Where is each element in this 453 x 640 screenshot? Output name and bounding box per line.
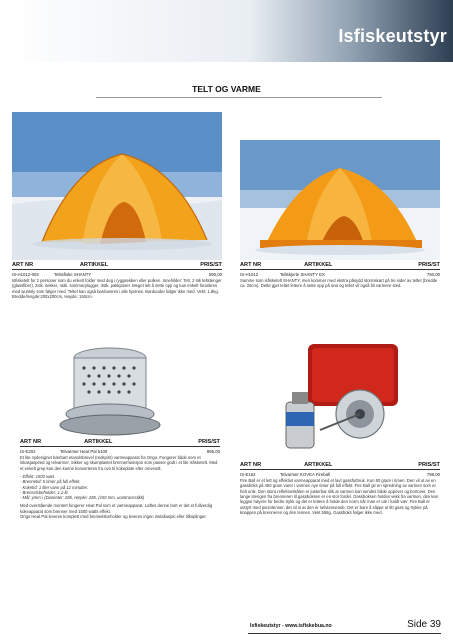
product-row — [20, 449, 220, 454]
col-artikkel: ARTIKKEL — [304, 462, 333, 468]
col-art-nr: ART NR — [240, 462, 262, 468]
product-price: 590,00 — [208, 271, 222, 277]
section-title: TELT OG VARME — [192, 84, 261, 94]
product-row — [240, 472, 440, 477]
section-divider — [96, 97, 382, 98]
art-nr: IS-E202 — [20, 448, 36, 454]
table-header — [20, 440, 220, 447]
footer-site: Isfiskeutstyr - www.isfiskebua.no — [250, 623, 332, 629]
product-price: 750,00 — [426, 271, 440, 277]
table-header — [240, 263, 440, 270]
kovea-fireball-photo — [250, 340, 420, 458]
col-pris: PRIS/ST — [418, 262, 440, 268]
product-description: Et lite nydesignet bærbart etanolsbrevel (redspirit) varmeapparat fra Origo. Fungerer både som et lokasjaspeed og telvarmer. Sikker og skumplastet brennerfunksjon som passer godt i et lite isfisketelt. Med et enkelt grep kan den kunne konverteres fra ovn til kokeplate eller omvendt. — [20, 455, 218, 471]
art-nr: IS-H1012-002 — [12, 271, 39, 277]
product-row — [240, 272, 440, 277]
product-price: 798,00 — [426, 471, 440, 477]
art-nr: IS-H1012 — [240, 271, 259, 277]
product-description: Samme som isfisketelt SHANTY, men kommer med ekstra påsydd stormskørt på tre sider av teltet (bredde ca. 25cm). Dette gjør teltet lettere å sette opp på snø og teltet vil også bli varmere sted. — [240, 278, 438, 289]
product-block-fireball — [240, 463, 440, 518]
col-pris: PRIS/ST — [200, 262, 222, 268]
tent-shanty-photo — [12, 112, 222, 260]
tent-shanty-ex-photo — [240, 140, 440, 260]
product-name: Teltisfiske SHANTY — [54, 271, 92, 277]
art-nr: IS-E162 — [240, 471, 256, 477]
product-description-extra: Med overstående montert fungerer Heat Pal som et varmeapparat. Løftes denne bort er det et fullverdig kokeapparat som brenner med 1500 watts effekt. Origo Heat Pal leveres komplett med brenselsbeholder og leveres ingen installasjon eller tilkoplinger. — [20, 503, 213, 520]
product-description: Fire Ball er et lett og effektivt varmeapparat med et lavt gassforbruk. Kun 80 gram i timen. Den vil ut av en gassboks på 450 gram varer i varmen nye timer på full effekt. Fire Ball gir en spredning av varmen som er helt unik. Den stora reflektorskålen er justerbar slik at varmen kan sendes både oppover og bortover. Den lange stengen fra brenneren til gassboksen er en stor fordel. Gassboksen holdes vekk fra varmen, den kan leggse høyere for bedre trykk og det er lettere å holde den norm når man er ute i kaldt vær. Fire Ball er utstyrt med piezotenner, det vil si at den er selvtennende. Det er bare å slippe ut litt gass og trykke på knappen på brenneren og den tennes. Vekt 558g. Gassboks følger ikke med. — [240, 478, 439, 515]
heat-pal-photo — [20, 330, 200, 440]
col-artikkel: ARTIKKEL — [79, 262, 109, 268]
product-block-shanty-ex — [240, 263, 440, 292]
product-specs: - Effekt: 1500 watt. - Brennetid: 5 timer på full effekt. - Koketid: 1 liter vann på 12 minutter. - Brenselsbeholder: 1,2 lit. - Mål: ymm \ (Diameter: 285, Høyde: 285, (150 mm. uomtransstikk) — [20, 473, 145, 501]
table-header — [12, 263, 222, 270]
col-artikkel: ARTIKKEL — [84, 439, 113, 445]
col-pris: PRIS/ST — [418, 462, 440, 468]
col-pris: PRIS/ST — [198, 439, 220, 445]
col-art-nr: ART NR — [12, 262, 34, 268]
product-block-shanty — [12, 263, 222, 302]
col-art-nr: ART NR — [240, 262, 262, 268]
product-row — [12, 272, 222, 277]
table-header — [240, 463, 440, 470]
col-art-nr: ART NR — [20, 439, 42, 445]
product-name: Telvarmer KOVEA Fireball — [280, 471, 330, 477]
product-block-heat-pal — [20, 440, 220, 522]
footer-divider — [248, 633, 441, 634]
col-artikkel: ARTIKKEL — [304, 262, 333, 268]
product-price: 895,00 — [206, 448, 220, 454]
page-header-title: Isfiskeutstyr — [338, 26, 447, 46]
product-name: Telvarmer Heat Pal 5100 — [60, 448, 108, 454]
page-number: Side 39 — [407, 619, 441, 630]
product-name: Teltskjerte SHANTY EX — [280, 271, 325, 277]
product-description: Isfisketelt for 2 personer som du enkelt folder med deg i ryggsekken eller pulken. Innehilder: Telt, 2 stk teltstenger (glassfiber), 2stk. sekker, 4stk. sommerplugger, 3stk. pakkposer. Meget lett å sette opp og kan enkelt forankres med wuntsly som følger med. Teltet kan også bardunsres i alle hjørnes. Bardunder følger ikke med. Vekt: 1,8kg. Bredde/lengde:200x200cm, Høyde: 150cm. — [12, 278, 222, 299]
